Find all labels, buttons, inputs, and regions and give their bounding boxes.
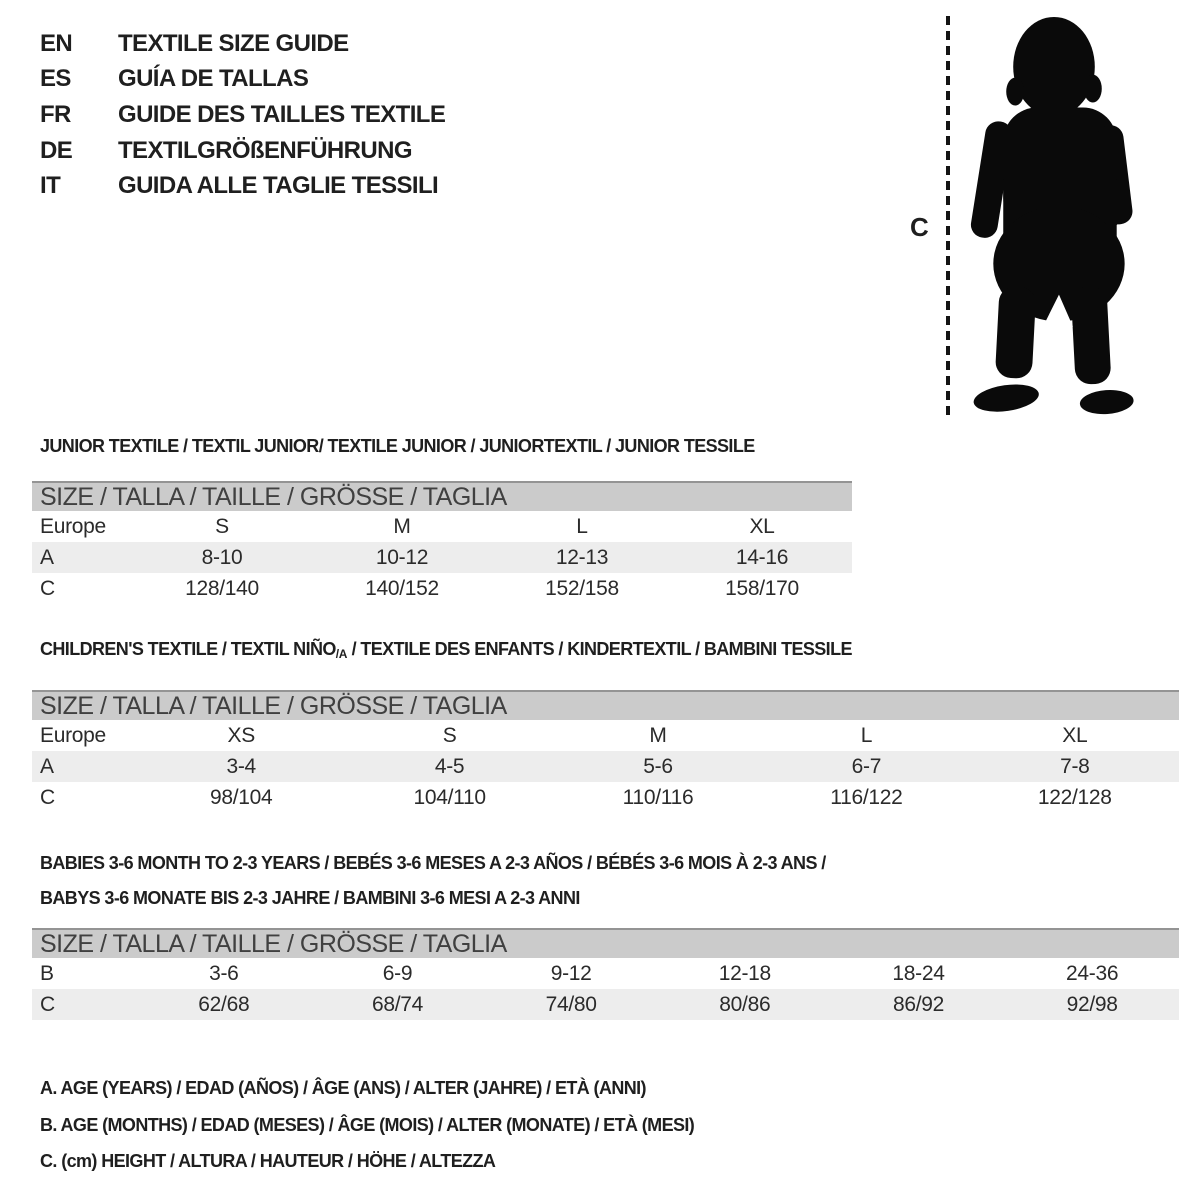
table-cell: 86/92 — [892, 992, 945, 1016]
table-cell: 12-13 — [555, 545, 609, 569]
language-row — [40, 133, 445, 169]
babies-section-heading — [40, 846, 826, 915]
table-row — [32, 511, 852, 542]
table-cell: 68/74 — [371, 992, 424, 1016]
table-cell: 104/110 — [413, 785, 486, 809]
language-row — [40, 62, 445, 98]
table-cell: S — [215, 514, 229, 538]
junior-section-heading: JUNIOR TEXTILE / TEXTIL JUNIOR/ TEXTILE JUNIOR / JUNIORTEXTIL / JUNIOR TESSILE — [40, 436, 755, 456]
table-cell: L — [860, 723, 873, 747]
language-row — [40, 26, 445, 62]
table-cell: 9-12 — [550, 961, 592, 985]
table-cell: 5-6 — [643, 754, 673, 778]
table-cell: S — [442, 723, 457, 747]
heading-line: BABIES 3-6 MONTH TO 2-3 YEARS / BEBÉS 3-6 MESES A 2-3 AÑOS / BÉBÉS 3-6 MOIS À 2-3 ANS / — [40, 853, 826, 873]
table-cell: 140/152 — [365, 576, 439, 600]
table-cell: XL — [1062, 723, 1088, 747]
height-measure-label: C — [910, 212, 929, 242]
table-cell: 18-24 — [892, 961, 945, 985]
table-row — [32, 989, 1179, 1020]
table-cell: 3-4 — [226, 754, 256, 778]
table-cell: M — [649, 723, 667, 747]
row-label: B — [40, 961, 54, 985]
table-cell: 10-12 — [375, 545, 429, 569]
guide-title: GUÍA DE TALLAS — [118, 65, 309, 93]
language-code: ES — [40, 65, 71, 93]
table-row — [32, 782, 1179, 813]
row-label: A — [40, 754, 54, 778]
table-cell: 122/128 — [1037, 785, 1112, 809]
table-cell: 12-18 — [718, 961, 771, 985]
table-cell: XL — [749, 514, 775, 538]
table-cell: 98/104 — [209, 785, 273, 809]
language-code: IT — [40, 172, 61, 200]
measure-legend — [40, 1070, 694, 1180]
heading-subscript: /A — [335, 647, 348, 661]
children-size-table — [32, 690, 1179, 813]
row-label: C — [40, 992, 55, 1016]
guide-title: TEXTILE SIZE GUIDE — [118, 29, 349, 57]
table-cell: 3-6 — [209, 961, 239, 985]
legend-line-a: A. AGE (YEARS) / EDAD (AÑOS) / ÂGE (ANS) / ALTER (JAHRE) / ETÀ (ANNI) — [40, 1078, 646, 1098]
table-cell: 128/140 — [185, 576, 259, 600]
table-cell: 6-7 — [851, 754, 882, 778]
table-cell: 116/122 — [830, 785, 903, 809]
language-title-list — [40, 26, 445, 204]
table-cell: 8-10 — [201, 545, 243, 569]
size-header-bar: SIZE / TALLA / TAILLE / GRÖSSE / TAGLIA — [32, 690, 1179, 720]
table-cell: 92/98 — [1066, 992, 1118, 1016]
row-label: C — [40, 576, 55, 600]
table-cell: 158/170 — [725, 576, 799, 600]
table-row — [32, 542, 852, 573]
table-cell: 6-9 — [382, 961, 413, 985]
heading-line: BABYS 3-6 MONATE BIS 2-3 JAHRE / BAMBINI 3-6 MESI A 2-3 ANNI — [40, 887, 580, 908]
table-cell: 62/68 — [198, 992, 250, 1016]
guide-title: GUIDA ALLE TAGLIE TESSILI — [118, 172, 439, 200]
table-cell: L — [576, 514, 588, 538]
table-cell: 7-8 — [1060, 754, 1090, 778]
table-cell: 80/86 — [719, 992, 771, 1016]
table-cell: 24-36 — [1066, 961, 1119, 985]
guide-title: GUIDE DES TAILLES TEXTILE — [118, 100, 446, 128]
table-row — [32, 751, 1179, 782]
size-header-bar: SIZE / TALLA / TAILLE / GRÖSSE / TAGLIA — [32, 481, 852, 511]
row-label: A — [40, 545, 54, 569]
legend-line-b: B. AGE (MONTHS) / EDAD (MESES) / ÂGE (MOIS) / ALTER (MONATE) / ETÀ (MESI) — [40, 1114, 695, 1135]
row-label: Europe — [40, 514, 106, 538]
size-header-bar: SIZE / TALLA / TAILLE / GRÖSSE / TAGLIA — [32, 928, 1179, 958]
junior-size-table — [32, 481, 852, 604]
language-row — [40, 168, 445, 204]
babies-size-table — [32, 928, 1179, 1020]
table-cell: 110/116 — [622, 785, 694, 809]
language-row — [40, 97, 445, 133]
table-cell: 74/80 — [545, 992, 597, 1016]
heading-text: CHILDREN'S TEXTILE / TEXTIL NIÑO — [40, 639, 336, 659]
table-cell: XS — [227, 723, 255, 747]
language-code: EN — [40, 29, 73, 57]
table-row — [32, 958, 1179, 989]
table-cell: 152/158 — [545, 576, 619, 600]
toddler-silhouette-icon — [958, 10, 1150, 418]
table-cell: 14-16 — [735, 545, 789, 569]
language-code: DE — [40, 136, 73, 164]
height-measure-dashed-line — [946, 16, 950, 416]
heading-text: / TEXTILE DES ENFANTS / KINDERTEXTIL / BAMBINI TESSILE — [347, 639, 852, 659]
guide-title: TEXTILGRÖßENFÜHRUNG — [118, 136, 412, 164]
row-label: C — [40, 785, 55, 809]
table-cell: M — [393, 514, 411, 538]
table-cell: 4-5 — [434, 754, 465, 778]
language-code: FR — [40, 100, 71, 128]
table-row — [32, 720, 1179, 751]
legend-line-c: C. (cm) HEIGHT / ALTURA / HAUTEUR / HÖHE / ALTEZZA — [40, 1151, 496, 1172]
row-label: Europe — [40, 723, 106, 747]
table-row — [32, 573, 852, 604]
children-section-heading — [40, 639, 852, 660]
